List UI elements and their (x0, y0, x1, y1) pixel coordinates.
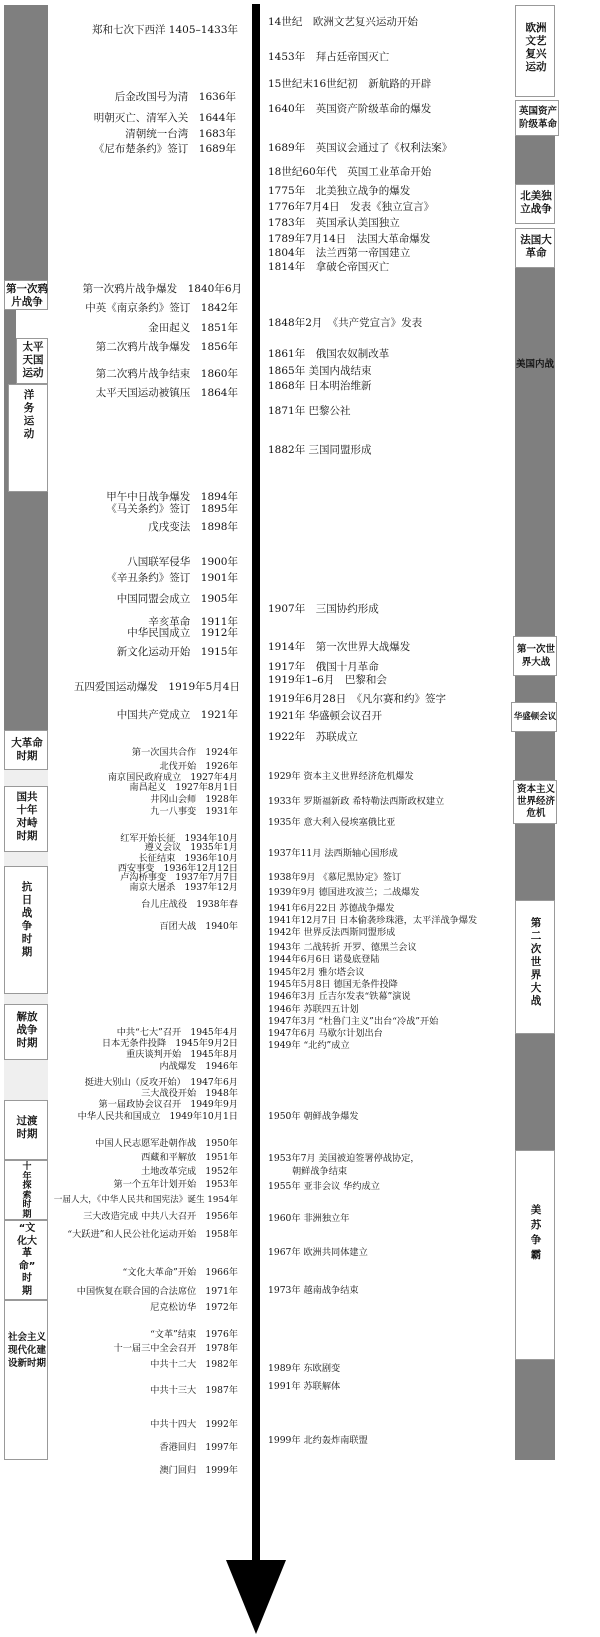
china-event: 南昌起义 1927年8月1日 (129, 782, 238, 793)
world-event: 1949年 “北约”成立 (268, 1040, 350, 1051)
world-event: 1868年 日本明治维新 (268, 380, 372, 392)
world-event: 1882年 三国同盟形成 (268, 444, 372, 456)
china-event: 重庆谈判开始 1945年8月 (126, 1049, 238, 1060)
world-event: 1946年 苏联四五计划 (268, 1004, 359, 1015)
china-event: 后金改国号为清 1636年 (114, 91, 236, 103)
china-event: 中华人民共和国成立 1949年10月1日 (77, 1111, 238, 1122)
period-label-washington: 华盛顿会议 (513, 712, 557, 722)
china-event: 第二次鸦片战争结束 1860年 (95, 368, 238, 380)
china-event: 第一个五年计划开始 1953年 (113, 1179, 238, 1190)
china-event: 三大战役开始 1948年 (141, 1088, 238, 1099)
period-label-westernization: 洋 务 运 动 (23, 389, 35, 440)
world-event: 1783年 英国承认美国独立 (268, 217, 400, 229)
world-event: 1942年 世界反法西斯同盟形成 (268, 927, 396, 938)
world-event: 1941年12月7日 日本偷袭珍珠港，太平洋战争爆发 (268, 915, 478, 926)
right-band-dark-8 (515, 1360, 555, 1460)
china-event: 《辛丑条约》签订 1901年 (106, 572, 238, 584)
china-event: 辛亥革命 1911年 (148, 616, 238, 628)
period-label-english-revolution: 英国资产 阶级革命 (518, 106, 557, 130)
world-event: 1953年7月 美国被迫签署停战协定， (268, 1153, 420, 1164)
world-event: 1938年9月 《慕尼黑协定》签订 (268, 872, 402, 883)
period-label-ten-year: 国共 十年 对峙 时期 (16, 791, 38, 842)
world-event: 1861年 俄国农奴制改革 (268, 348, 390, 360)
right-band-civil-war (515, 348, 555, 382)
china-event: 百团大战 1940年 (159, 921, 238, 932)
china-event: 甲午中日战争爆发 1894年 (106, 491, 238, 503)
period-label-great-revolution: 大革命 时期 (11, 737, 43, 762)
world-event: 1789年7月14日 法国大革命爆发 (268, 233, 431, 245)
world-event: 1917年 俄国十月革命 (268, 661, 379, 673)
china-event: 第一届政协会议召开 1949年9月 (98, 1099, 238, 1110)
world-event: 1944年6月6日 诺曼底登陆 (268, 954, 380, 965)
period-label-taiping: 太平 天国 运动 (22, 341, 44, 379)
world-event: 1941年6月22日 苏德战争爆发 (268, 903, 395, 914)
china-event: 中英《南京条约》签订 1842年 (85, 302, 238, 314)
period-label-renaissance: 欧洲 文艺 复兴 运动 (525, 22, 547, 73)
china-event: 《马关条约》签订 1895年 (106, 503, 238, 515)
world-event: 1947年6月 马歇尔计划出台 (268, 1028, 383, 1039)
world-event: 1967年 欧洲共同体建立 (268, 1247, 368, 1258)
right-band-english-revolution (515, 100, 559, 136)
china-event: 郑和七次下西洋 1405–1433年 (91, 24, 238, 36)
period-label-transition: 过渡 时期 (16, 1115, 38, 1140)
left-band-transition (4, 1100, 48, 1160)
period-label-civil-war: 美国内战 (515, 359, 554, 370)
china-event: 南京大屠杀 1937年12月 (129, 882, 238, 893)
china-event: 西藏和平解放 1951年 (141, 1152, 238, 1163)
left-band-cultural-revolution (4, 1220, 48, 1300)
china-event: 红军开始长征 1934年10月 (120, 833, 238, 844)
world-event: 18世纪60年代 英国工业革命开始 (268, 166, 432, 178)
china-event: 土地改革完成 1952年 (141, 1166, 238, 1177)
world-event: 1946年3月 丘吉尔发表“铁幕”演说 (268, 991, 411, 1002)
china-event: 十一届三中全会召开 1978年 (113, 1343, 238, 1354)
china-event: 井冈山会师 1928年 (150, 794, 238, 805)
world-event: 1955年 亚非会议 华约成立 (268, 1181, 380, 1192)
china-event: 尼克松访华 1972年 (150, 1302, 238, 1313)
left-band-great-revolution (4, 730, 48, 770)
world-event: 1989年 东欧剧变 (268, 1363, 341, 1374)
china-event: 挺进大别山（反攻开始） 1947年6月 (84, 1077, 238, 1088)
china-event: 第一次国共合作 1924年 (131, 747, 238, 758)
world-event: 1960年 非洲独立年 (268, 1213, 350, 1224)
period-label-ww1: 第一次世 界大战 (516, 644, 555, 668)
left-band-exploration (4, 1160, 48, 1220)
period-label-liberation: 解放 战争 时期 (16, 1011, 38, 1049)
china-event: 中共十三大 1987年 (150, 1385, 238, 1396)
china-event: 三大改造完成 中共八大召开 1956年 (83, 1211, 238, 1222)
right-band-dark-2 (515, 268, 555, 348)
china-event: 中华民国成立 1912年 (127, 627, 238, 639)
china-event: 中国共产党成立 1921年 (116, 709, 238, 721)
china-event: 北伐开始 1926年 (159, 761, 238, 772)
right-band-washington (511, 702, 557, 732)
china-event: “文革”结束 1976年 (150, 1329, 238, 1340)
left-band-anti-japanese (4, 866, 48, 994)
china-event: 中国同盟会成立 1905年 (116, 593, 238, 605)
china-event: 台儿庄战役 1938年春 (141, 899, 238, 910)
world-event: 1935年 意大利入侵埃塞俄比亚 (268, 817, 396, 828)
china-event: 中国人民志愿军赴朝作战 1950年 (95, 1138, 238, 1149)
timeline-arrow-head (226, 1560, 286, 1637)
china-event: 澳门回归 1999年 (159, 1465, 238, 1476)
china-event: 中共十二大 1982年 (150, 1359, 238, 1370)
china-event: 内战爆发 1946年 (159, 1061, 238, 1072)
china-event: 南京国民政府成立 1927年4月 (107, 772, 238, 783)
world-event: 1804年 法兰西第一帝国建立 (268, 247, 411, 259)
china-event: 明朝灭亡、清军入关 1644年 (93, 112, 236, 124)
china-event: “大跃进”和人民公社化运动开始 1958年 (67, 1229, 238, 1240)
period-label-modernization: 社会主义 现代化建 设新时期 (7, 1332, 46, 1369)
world-event: 1999年 北约轰炸南联盟 (268, 1435, 368, 1446)
china-event: 中国恢复在联合国的合法席位 1971年 (76, 1286, 238, 1297)
china-event: 遵义会议 1935年1月 (144, 842, 238, 853)
world-event: 1775年 北美独立战争的爆发 (268, 185, 411, 197)
left-band-gap-2 (4, 852, 48, 866)
china-event: 新文化运动开始 1915年 (116, 646, 238, 658)
period-label-cold-war: 美 苏 争 霸 (530, 1204, 542, 1261)
left-band-westernization (8, 384, 48, 492)
left-band-taiping (16, 338, 48, 384)
left-band-late-qing (16, 492, 48, 730)
world-event: 1921年 华盛顿会议召开 (268, 710, 383, 722)
world-event: 1950年 朝鲜战争爆发 (268, 1111, 359, 1122)
right-band-ww1 (513, 636, 557, 676)
right-band-depression (513, 780, 557, 824)
world-event: 1945年2月 雅尔塔会议 (268, 967, 365, 978)
left-band-modernization (4, 1300, 48, 1460)
world-event: 朝鲜战争结束 (292, 1166, 348, 1177)
left-band-opium-war (4, 280, 48, 310)
china-event: 戊戌变法 1898年 (148, 521, 238, 533)
world-event: 1689年 英国议会通过了《权利法案》 (268, 142, 453, 154)
world-event: 1947年3月 “杜鲁门主义”出台“冷战”开始 (268, 1016, 439, 1027)
left-band-gap-1 (4, 770, 48, 786)
china-event: 卢沟桥事变 1937年7月7日 (120, 872, 238, 883)
world-event: 1914年 第一次世界大战爆发 (268, 641, 411, 653)
period-label-depression: 资本主义 世界经济 危机 (516, 784, 555, 819)
right-band-dark-1 (515, 136, 555, 184)
china-event: 五四爱国运动爆发 1919年5月4日 (73, 681, 240, 693)
china-event: 清朝统一台湾 1683年 (125, 128, 236, 140)
world-event: 1922年 苏联成立 (268, 731, 358, 743)
world-event: 1919年1–6月 巴黎和会 (268, 674, 387, 686)
china-event: 太平天国运动被镇压 1864年 (95, 387, 238, 399)
period-label-ww2: 第 二 次 世 界 大 战 (530, 917, 542, 1007)
world-event: 1991年 苏联解体 (268, 1381, 341, 1392)
period-label-cultural-revolution: “文 化大 革 命” 时 期 (17, 1223, 37, 1297)
china-event: 第二次鸦片战争爆发 1856年 (95, 341, 238, 353)
right-band-ww2 (515, 900, 555, 1034)
world-event: 1907年 三国协约形成 (268, 603, 379, 615)
right-band-dark-4 (515, 676, 555, 702)
timeline-arrow-shaft (252, 4, 260, 1574)
world-event: 1453年 拜占廷帝国灭亡 (268, 51, 390, 63)
china-event: 一届人大，《中华人民共和国宪法》诞生 1954年 (53, 1195, 238, 1205)
world-event: 1919年6月28日 《凡尔赛和约》签字 (268, 693, 447, 705)
left-band-gap-4 (4, 1060, 48, 1100)
right-band-french-revolution (515, 228, 555, 268)
left-band-liberation (4, 1004, 48, 1060)
right-band-dark-3 (515, 382, 555, 636)
right-band-cold-war (515, 1150, 555, 1360)
period-label-exploration: 十 年 探 索 时 期 (22, 1162, 32, 1220)
world-event: 1943年 二战转折 开罗、德黑兰会议 (268, 942, 417, 953)
china-event: 第一次鸦片战争爆发 1840年6月 (82, 283, 242, 295)
period-label-opium-war: 第一次鸦 片战争 (6, 283, 48, 308)
world-event: 1848年2月 《共产党宣言》发表 (268, 317, 423, 329)
world-event: 1933年 罗斯福新政 希特勒法西斯政权建立 (268, 796, 445, 807)
china-event: 西安事变 1936年12月12日 (117, 863, 238, 874)
world-event: 14世纪 欧洲文艺复兴运动开始 (268, 16, 418, 28)
china-event: 香港回归 1997年 (159, 1442, 238, 1453)
right-band-dark-5 (515, 732, 555, 780)
world-event: 1937年11月 法西斯轴心国形成 (268, 848, 398, 859)
world-event: 1640年 英国资产阶级革命的爆发 (268, 103, 432, 115)
left-band-spacer-1 (4, 310, 16, 730)
world-event: 1865年 美国内战结束 (268, 365, 372, 377)
china-event: 金田起义 1851年 (148, 322, 238, 334)
china-event: 九一八事变 1931年 (150, 806, 238, 817)
world-event: 1814年 拿破仑帝国灭亡 (268, 261, 390, 273)
left-band-ten-year (4, 786, 48, 852)
left-band-ming-qing (4, 5, 48, 280)
world-event: 1945年5月8日 德国无条件投降 (268, 979, 398, 990)
right-band-dark-7 (515, 1034, 555, 1150)
china-event: 《尼布楚条约》签订 1689年 (93, 143, 236, 155)
world-event: 1871年 巴黎公社 (268, 405, 351, 417)
world-event: 1929年 资本主义世界经济危机爆发 (268, 771, 414, 782)
period-label-anti-japanese: 抗 日 战 争 时 期 (21, 881, 33, 958)
period-label-french-revolution: 法国大 革命 (520, 234, 552, 259)
right-band-dark-6 (515, 824, 555, 900)
china-event: 长征结束 1936年10月 (138, 853, 238, 864)
world-event: 1776年7月4日 发表《独立宣言》 (268, 201, 435, 213)
china-event: 八国联军侵华 1900年 (127, 556, 238, 568)
china-event: 中共“七大”召开 1945年4月 (116, 1027, 238, 1038)
world-event: 1973年 越南战争结束 (268, 1285, 359, 1296)
china-event: “文化大革命”开始 1966年 (122, 1267, 238, 1278)
period-label-american-independence: 北美独 立战争 (520, 190, 552, 215)
world-event: 1939年9月 德国进攻波兰；二战爆发 (268, 887, 420, 898)
right-band-renaissance (515, 5, 555, 97)
china-event: 中共十四大 1992年 (150, 1419, 238, 1430)
left-band-gap-3 (4, 994, 48, 1004)
china-event: 日本无条件投降 1945年9月2日 (101, 1038, 238, 1049)
right-band-american-independence (515, 184, 555, 224)
world-event: 15世纪末16世纪初 新航路的开辟 (268, 78, 432, 90)
